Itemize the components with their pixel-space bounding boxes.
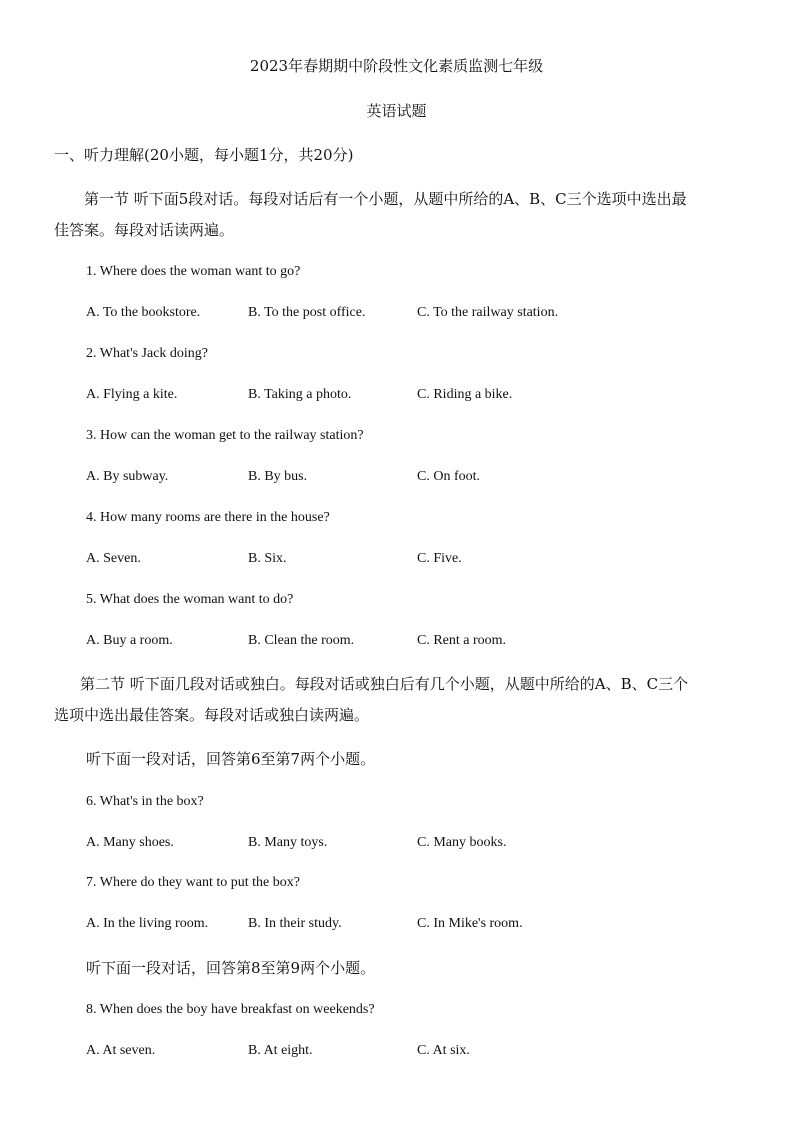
option-b: B. Taking a photo.: [248, 387, 352, 402]
question-text: 4. How many rooms are there in the house?: [86, 510, 330, 525]
option-c: C. At six.: [417, 1043, 470, 1058]
option-a: A. Seven.: [86, 551, 141, 566]
question-text: 2. What's Jack doing?: [86, 346, 209, 361]
question-text: 6. What's in the box?: [86, 794, 204, 809]
section1-instruction-line1: 第一节 听下面5段对话。每段对话后有一个小题，从题中所给的A、B、C三个选项中选出最: [84, 190, 687, 208]
exam-subtitle: 英语试题: [366, 102, 427, 120]
option-a: A. To the bookstore.: [86, 305, 201, 320]
question-text: 7. Where do they want to put the box?: [86, 875, 300, 890]
option-b: B. In their study.: [248, 916, 342, 931]
dialogue-instruction-6-7: 听下面一段对话，回答第6至第7两个小题。: [86, 750, 376, 768]
dialogue-instruction-8-9: 听下面一段对话，回答第8至第9两个小题。: [86, 959, 376, 977]
option-b: B. To the post office.: [248, 305, 366, 320]
option-a: A. At seven.: [86, 1043, 156, 1058]
option-c: C. Rent a room.: [417, 633, 507, 648]
option-c: C. Many books.: [417, 835, 507, 850]
option-b: B. By bus.: [248, 469, 308, 484]
option-c: C. In Mike's room.: [417, 916, 523, 931]
option-b: B. Clean the room.: [248, 633, 355, 648]
option-c: C. Five.: [417, 551, 462, 566]
option-a: A. Many shoes.: [86, 835, 174, 850]
option-a: A. Buy a room.: [86, 633, 173, 648]
question-text: 5. What does the woman want to do?: [86, 592, 294, 607]
option-a: A. In the living room.: [86, 916, 209, 931]
option-a: A. Flying a kite.: [86, 387, 178, 402]
section2-instruction-line2: 选项中选出最佳答案。每段对话或独白读两遍。: [54, 706, 370, 724]
section1-instruction-line2: 佳答案。每段对话读两遍。: [54, 221, 235, 239]
option-b: B. Many toys.: [248, 835, 328, 850]
option-c: C. To the railway station.: [417, 305, 559, 320]
option-b: B. At eight.: [248, 1043, 313, 1058]
option-c: C. Riding a bike.: [417, 387, 513, 402]
option-a: A. By subway.: [86, 469, 169, 484]
option-c: C. On foot.: [417, 469, 480, 484]
part-heading: 一、听力理解(20小题，每小题1分，共20分): [54, 146, 354, 164]
option-b: B. Six.: [248, 551, 287, 566]
question-text: 1. Where does the woman want to go?: [86, 264, 301, 279]
exam-title: 2023年春期期中阶段性文化素质监测七年级: [249, 57, 544, 75]
section2-instruction-line1: 第二节 听下面几段对话或独白。每段对话或独白后有几个小题，从题中所给的A、B、C三个: [80, 675, 689, 693]
question-text: 8. When does the boy have breakfast on weekends?: [86, 1002, 375, 1017]
question-text: 3. How can the woman get to the railway station?: [86, 428, 364, 443]
